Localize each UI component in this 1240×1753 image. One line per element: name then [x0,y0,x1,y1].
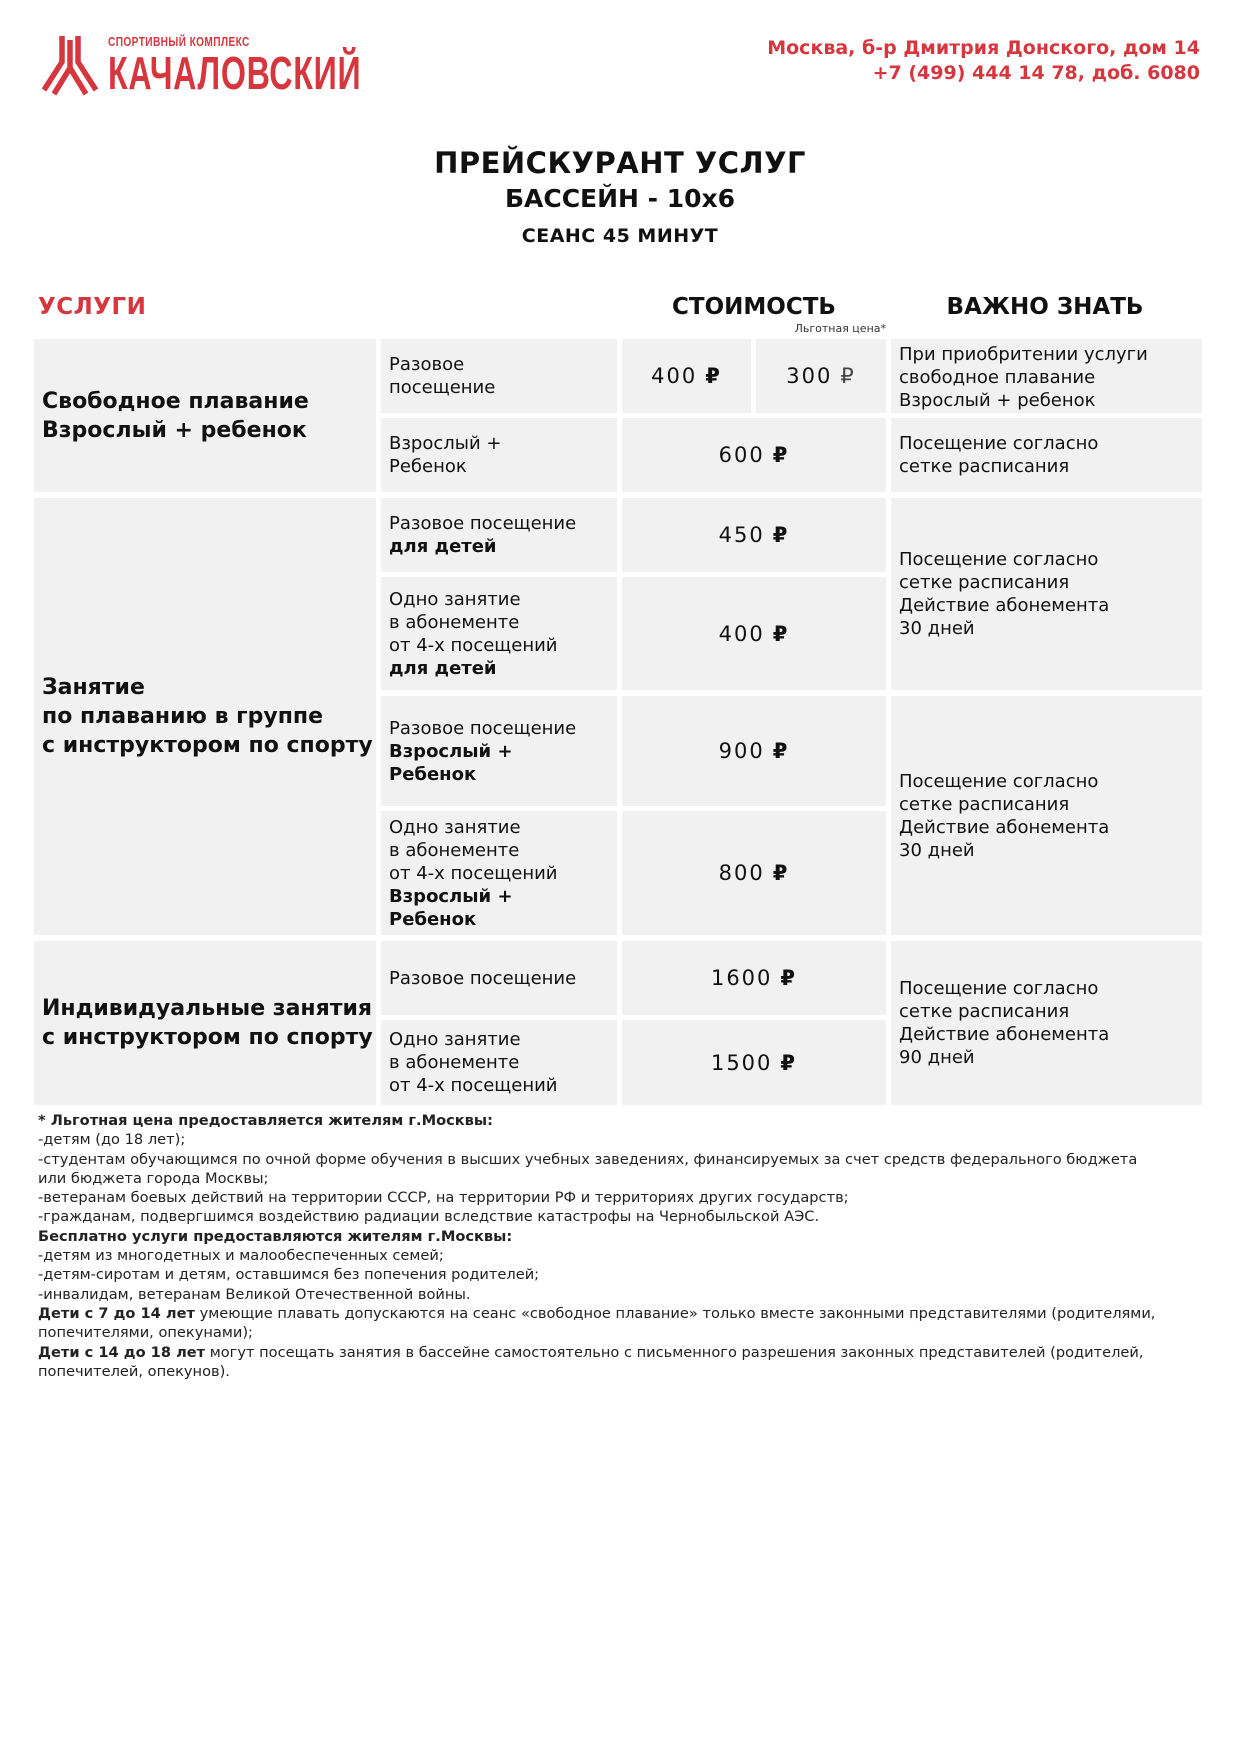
info-line: Посещение согласно [899,549,1099,570]
footnote-line: -гражданам, подвергшимся воздействию радиации вследствие катастрофы на Чернобыльской АЭС. [38,1208,820,1226]
info-line: Посещение согласно [899,978,1099,999]
option-line: Взрослый + [389,740,513,762]
option-cell [381,941,617,1015]
footnote-line: -детям из многодетных и малообеспеченных семей; [38,1247,444,1265]
logo-subtitle: СПОРТИВНЫЙ КОМПЛЕКС [108,34,250,49]
discount-price-cell [756,339,886,413]
option-line: Ребенок [389,456,467,477]
important-cell [891,941,1202,1105]
info-line: сетке расписания [899,793,1070,815]
header-discount-note: Льготная цена* [794,322,886,335]
price-cell [622,1020,886,1105]
ruble-icon: ₽ [772,523,790,547]
service-name-line: с инструктором по спорту [42,733,373,758]
option-cell [381,498,617,572]
logo-mark-icon [40,34,100,96]
ruble-icon: ₽ [772,443,790,467]
service-free-swim [34,339,376,492]
footnote-line: -инвалидам, ветеранам Великой Отечественной войны. [38,1285,471,1303]
ruble-icon: ₽ [705,364,722,388]
option-line: Разовое [389,354,465,375]
option-cell [381,339,617,413]
price-value: 1600 [710,966,773,990]
price-cell [622,498,886,572]
kids-14-18-label: Дети с 14 до 18 лет [38,1343,206,1361]
ruble-icon: ₽ [772,739,790,763]
option-line: от 4-х посещений [389,862,558,884]
price-value: 800 [718,861,765,885]
option-cell [381,811,617,935]
important-cell [891,339,1202,413]
option-line: в абонементе [389,1052,520,1073]
footnote-line [38,1304,1208,1323]
info-line: При приобритении услуги [899,344,1148,365]
option-cell [381,1020,617,1105]
info-line: Действие абонемента [899,1024,1110,1045]
option-line: Взрослый + [389,885,513,907]
info-line: Посещение согласно [899,770,1099,792]
price-cell [622,577,886,690]
service-name-line: Индивидуальные занятия [42,996,373,1021]
kids-14-18-text: могут посещать занятия в бассейне самостоятельно с письменного разрешения законных представителей (родителей, [205,1343,1144,1361]
price-value: 450 [718,523,765,547]
info-line: Действие абонемента [899,816,1110,838]
footnote-line: -студентам обучающимся по очной форме обучения в высших учебных заведениях, финансируемых за счет средств федерального бюджета [38,1150,1138,1168]
price-cell [622,811,886,935]
info-line: сетке расписания [899,456,1070,477]
info-line: сетке расписания [899,1001,1070,1022]
service-name-line: Занятие [42,675,145,700]
price-cell [622,339,751,413]
footnote-line: попечителей, опекунов). [38,1362,230,1380]
option-line: Разовое посещение [389,717,577,739]
ruble-icon: ₽ [772,861,790,885]
price-cell [622,696,886,806]
service-name-line: с инструктором по спорту [42,1025,373,1050]
service-name-line: Свободное плавание [42,388,309,414]
session-title: СЕАНС 45 МИНУТ [521,225,719,247]
info-line: Взрослый + ребенок [899,390,1096,411]
service-name-line: по плаванию в группе [42,704,324,729]
info-line: Посещение согласно [899,433,1099,454]
info-line: Действие абонемента [899,595,1110,616]
footnote-line: -детям (до 18 лет); [38,1131,186,1149]
info-line: свободное плавание [899,367,1096,388]
service-group [34,498,376,935]
footnote-line [38,1343,1208,1362]
option-line: для детей [389,657,497,679]
option-line: Одно занятие [389,816,521,838]
option-line: Ребенок [389,763,477,785]
info-line: 30 дней [899,618,975,639]
header-cost: СТОИМОСТЬ [672,294,836,320]
service-individual [34,941,376,1105]
contacts [767,36,1200,86]
price-cell [622,418,886,492]
option-line: от 4-х посещений [389,634,558,656]
address: Москва, б-р Дмитрия Донского, дом 14 [767,37,1200,59]
free-title: Бесплатно услуги предоставляются жителям г.Москвы: [38,1227,513,1245]
option-cell [381,418,617,492]
discount-price-value: 300 [786,364,833,388]
ruble-icon: ₽ [840,364,856,388]
header-services: УСЛУГИ [38,294,147,320]
discount-title: * Льготная цена предоставляется жителям г.Москвы: [38,1112,493,1129]
price-value: 900 [718,739,765,763]
pool-title: БАССЕЙН - 10х6 [504,184,736,213]
option-line: от 4-х посещений [389,1075,558,1096]
option-line: Одно занятие [389,588,521,610]
price-cell [622,941,886,1015]
option-line: посещение [389,377,496,398]
important-cell [891,696,1202,935]
phone[interactable]: +7 (499) 444 14 78, доб. 6080 [872,62,1200,84]
option-line: Ребенок [389,908,477,930]
option-line: Разовое посещение [389,513,577,534]
important-cell [891,418,1202,492]
footnote-line: попечителями, опекунами); [38,1324,253,1342]
ruble-icon: ₽ [780,1050,798,1075]
option-line: Разовое посещение [389,967,577,989]
option-line: в абонементе [389,839,520,861]
page-title: ПРЕЙСКУРАНТ УСЛУГ [434,146,806,180]
info-line: 30 дней [899,839,975,861]
option-line: для детей [389,536,497,557]
option-line: в абонементе [389,611,520,633]
service-name-line: Взрослый + ребенок [42,417,307,443]
option-cell [381,696,617,806]
price-value: 600 [718,443,765,467]
footnote-line: -детям-сиротам и детям, оставшимся без попечения родителей; [38,1266,540,1284]
logo [40,34,362,99]
ruble-icon: ₽ [772,621,790,646]
option-cell [381,577,617,690]
header-important: ВАЖНО ЗНАТЬ [946,294,1144,320]
price-value: 400 [718,621,765,646]
info-line: сетке расписания [899,572,1070,593]
kids-7-14-label: Дети с 7 до 14 лет [38,1304,195,1322]
option-line: Взрослый + [389,433,502,454]
footnote-line: или бюджета города Москвы; [38,1169,269,1187]
info-line: 90 дней [899,1047,975,1068]
footnote-line: -ветеранам боевых действий на территории СССР, на территории РФ и территориях других государств; [38,1189,849,1207]
kids-7-14-text: умеющие плавать допускаются на сеанс «свободное плавание» только вместе законными представителями (родителями, [194,1304,1156,1322]
important-cell [891,498,1202,690]
price-value: 400 [651,364,698,388]
logo-name: КАЧАЛОВСКИЙ [108,47,362,99]
price-value: 1500 [710,1050,773,1075]
option-line: Одно занятие [389,1029,521,1050]
footnotes [38,1111,1208,1381]
ruble-icon: ₽ [780,966,798,990]
